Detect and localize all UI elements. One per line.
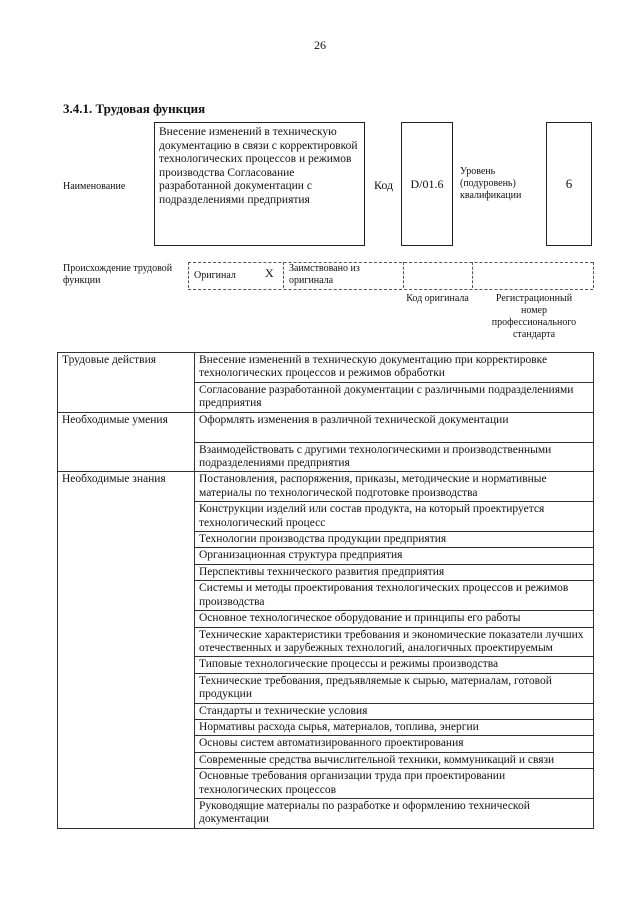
- original-label: Оригинал: [194, 270, 236, 281]
- table-row: [58, 412, 594, 442]
- origin-divider: [283, 262, 284, 288]
- table-row: [58, 581, 594, 611]
- code-original-caption: Код оригинала: [406, 293, 469, 304]
- table-row: [58, 736, 594, 752]
- level-value-box: [546, 122, 592, 246]
- row-text: Современные средства вычислительной техники, коммуникаций и связи: [195, 752, 594, 768]
- category-cell: Необходимые умения: [58, 412, 195, 442]
- table-row: [58, 442, 594, 472]
- category-cell: [58, 382, 195, 412]
- function-name-box: Внесение изменений в техническую документацию в связи с корректировкой технологических процессов и режимов производства Согласование разработанной документации с подразделениями предприятия: [154, 122, 365, 246]
- row-text: Оформлять изменения в различной технической документации: [195, 412, 594, 442]
- table-row: [58, 353, 594, 383]
- origin-label: Происхождение трудовой функции: [63, 263, 173, 286]
- category-cell: [58, 627, 195, 657]
- category-cell: [58, 769, 195, 799]
- row-text: Основы систем автоматизированного проектирования: [195, 736, 594, 752]
- page-number: 26: [314, 38, 326, 52]
- category-cell: [58, 719, 195, 735]
- borrowed-label: Заимствовано из оригинала: [289, 263, 360, 286]
- row-text: Технологии производства продукции предприятия: [195, 532, 594, 548]
- category-cell: [58, 703, 195, 719]
- origin-divider: [472, 262, 473, 288]
- category-cell: [58, 673, 195, 703]
- category-cell: [58, 532, 195, 548]
- table-row: [58, 769, 594, 799]
- category-cell: [58, 657, 195, 673]
- table-row: [58, 382, 594, 412]
- category-cell: [58, 581, 195, 611]
- reg-number-caption: Регистрационный номер профессионального стандарта: [491, 293, 577, 340]
- row-text: Системы и методы проектирования технологических процессов и режимов производства: [195, 581, 594, 611]
- row-text: Технические требования, предъявляемые к сырью, материалам, готовой продукции: [195, 673, 594, 703]
- origin-divider: [403, 262, 404, 288]
- row-text: Руководящие материалы по разработке и оформлению технической документации: [195, 798, 594, 828]
- category-cell: [58, 442, 195, 472]
- table-row: [58, 548, 594, 564]
- row-text: Организационная структура предприятия: [195, 548, 594, 564]
- table-row: [58, 611, 594, 627]
- code-value: D/01.6: [410, 176, 444, 191]
- category-cell: [58, 798, 195, 828]
- name-label: Наименование: [63, 181, 126, 192]
- row-text: Согласование разработанной документации с различными подразделениями предприятия: [195, 382, 594, 412]
- level-value: 6: [565, 176, 573, 191]
- origin-divider: [188, 262, 189, 288]
- table-row: [58, 798, 594, 828]
- code-value-box: [401, 122, 453, 246]
- table-row: [58, 472, 594, 502]
- row-text: Нормативы расхода сырья, материалов, топлива, энергии: [195, 719, 594, 735]
- row-text: Стандарты и технические условия: [195, 703, 594, 719]
- row-text: Внесение изменений в техническую документацию при корректировке технологических процессов и режимов обработки: [195, 353, 594, 383]
- category-cell: [58, 752, 195, 768]
- code-label: Код: [374, 178, 394, 192]
- row-text: Основные требования организации труда при проектировании технологических процессов: [195, 769, 594, 799]
- category-cell: Необходимые знания: [58, 472, 195, 502]
- table-row: [58, 502, 594, 532]
- row-text: Конструкции изделий или состав продукта, на который проектируется технологический процесс: [195, 502, 594, 532]
- row-text: Технические характеристики требования и экономические показатели лучших отечественных и зарубежных технологий, аналогичных проектируемым: [195, 627, 594, 657]
- origin-divider: [593, 262, 594, 288]
- row-text: Постановления, распоряжения, приказы, методические и нормативные материалы по технологической подготовке производства: [195, 472, 594, 502]
- row-text: Взаимодействовать с другими технологическими и производственными подразделениями предприятия: [195, 442, 594, 472]
- table-row: [58, 627, 594, 657]
- category-cell: [58, 611, 195, 627]
- table-row: [58, 752, 594, 768]
- category-cell: [58, 736, 195, 752]
- table-row: [58, 532, 594, 548]
- category-cell: [58, 502, 195, 532]
- function-table: [57, 352, 594, 829]
- row-text: Основное технологическое оборудование и принципы его работы: [195, 611, 594, 627]
- level-label: Уровень (подуровень) квалификации: [460, 166, 522, 201]
- category-cell: Трудовые действия: [58, 353, 195, 383]
- row-text: Перспективы технического развития предприятия: [195, 564, 594, 580]
- original-mark: X: [265, 266, 274, 280]
- row-text: Типовые технологические процессы и режимы производства: [195, 657, 594, 673]
- table-row: [58, 564, 594, 580]
- table-row: [58, 673, 594, 703]
- table-row: [58, 719, 594, 735]
- category-cell: [58, 564, 195, 580]
- table-row: [58, 657, 594, 673]
- category-cell: [58, 548, 195, 564]
- section-title: 3.4.1. Трудовая функция: [63, 101, 206, 116]
- table-row: [58, 703, 594, 719]
